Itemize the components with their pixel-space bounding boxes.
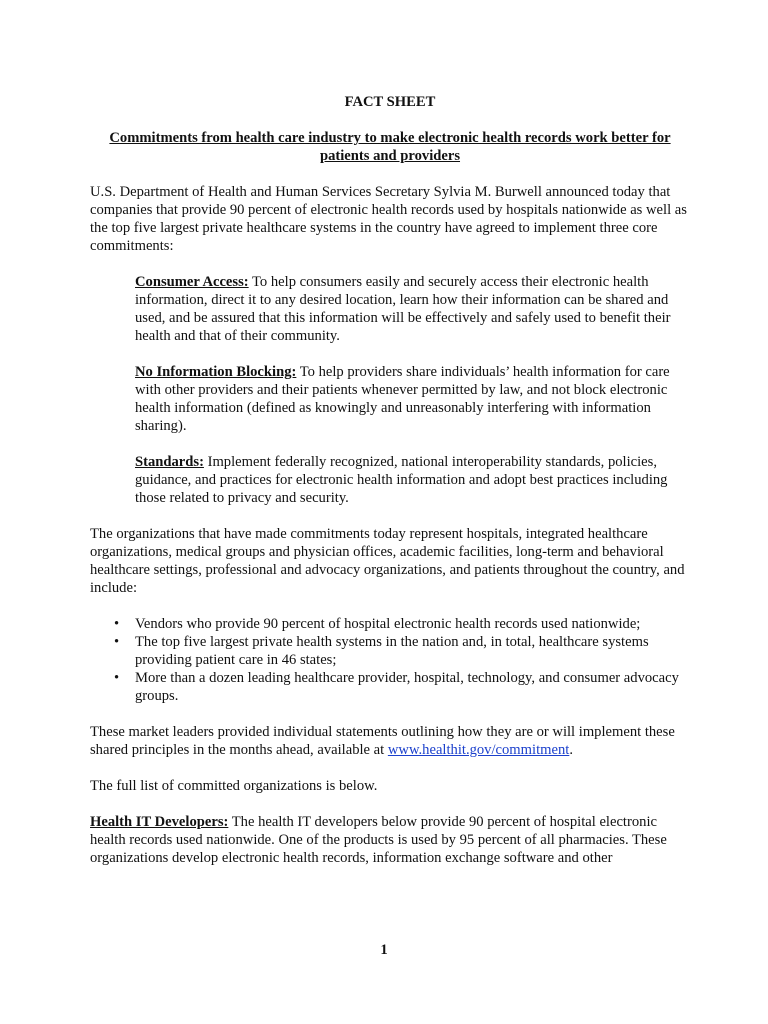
commitment-consumer-access [135,273,690,345]
list-item [90,615,690,633]
list-item-text: More than a dozen leading healthcare provider, hospital, technology, and consumer advocacy groups. [135,670,679,704]
statements-period: . [569,742,573,758]
commitment-link[interactable]: www.healthit.gov/commitment [387,742,570,758]
list-item-text: Vendors who provide 90 percent of hospital electronic health records used nationwide; [135,616,641,632]
page-title: FACT SHEET [344,94,436,110]
subtitle-text: Commitments from health care industry to make electronic health records work better for patients and providers [109,130,671,164]
document-subtitle [90,129,690,165]
commitment-text: Implement federally recognized, national interoperability standards, policies, guidance, and practices for electronic health information and adopt best practices including those related to privacy and security. [135,454,668,506]
commitment-label: No Information Blocking: [135,364,297,380]
intro-paragraph: U.S. Department of Health and Human Services Secretary Sylvia M. Burwell announced today that companies that provide 90 percent of electronic health records used by hospitals nationwide as well as the top five largest private healthcare systems in the country have agreed to implement three core commitments: [90,184,687,254]
document-body [90,93,690,885]
statements-paragraph [90,723,690,759]
list-item-text: The top five largest private health systems in the nation and, in total, healthcare systems providing patient care in 46 states; [135,634,649,668]
bullet-icon: • [114,670,120,686]
commitment-standards [135,453,690,507]
statements-text: These market leaders provided individual statements outlining how they are or will implement these shared principles in the months ahead, available at [90,724,675,758]
commitment-label: Consumer Access: [135,274,249,290]
bullet-icon: • [114,634,120,650]
commitment-no-information-blocking [135,363,690,435]
developers-paragraph [90,813,690,867]
commitment-text: To help providers share individuals’ health information for care with other providers and their patients whenever permitted by law, and not block electronic health information (defined as knowingly and unreasonably interfering with information sharing). [135,364,670,434]
include-list [90,615,690,705]
list-item [90,633,690,669]
list-item [90,669,690,705]
bullet-icon: • [114,616,120,632]
organizations-paragraph: The organizations that have made commitments today represent hospitals, integrated healthcare organizations, medical groups and physician offices, academic facilities, long-term and behavioral healthcare settings, professional and advocacy organizations, and patients throughout the country, and include: [90,526,685,596]
commitment-text: To help consumers easily and securely access their electronic health information, direct it to any desired location, learn how their information can be shared and used, and be assured that this information will be effectively and safely used to benefit their health and that of their community. [135,274,671,344]
full-list-paragraph: The full list of committed organizations is below. [90,778,378,794]
page-number: 1 [380,942,388,958]
commitment-label: Standards: [135,454,204,470]
developers-text: The health IT developers below provide 90 percent of hospital electronic health records used nationwide. One of the products is used by 95 percent of all pharmacies. These organizations develop electronic health records, information exchange software and other [90,814,667,866]
developers-label: Health IT Developers: [90,814,229,830]
